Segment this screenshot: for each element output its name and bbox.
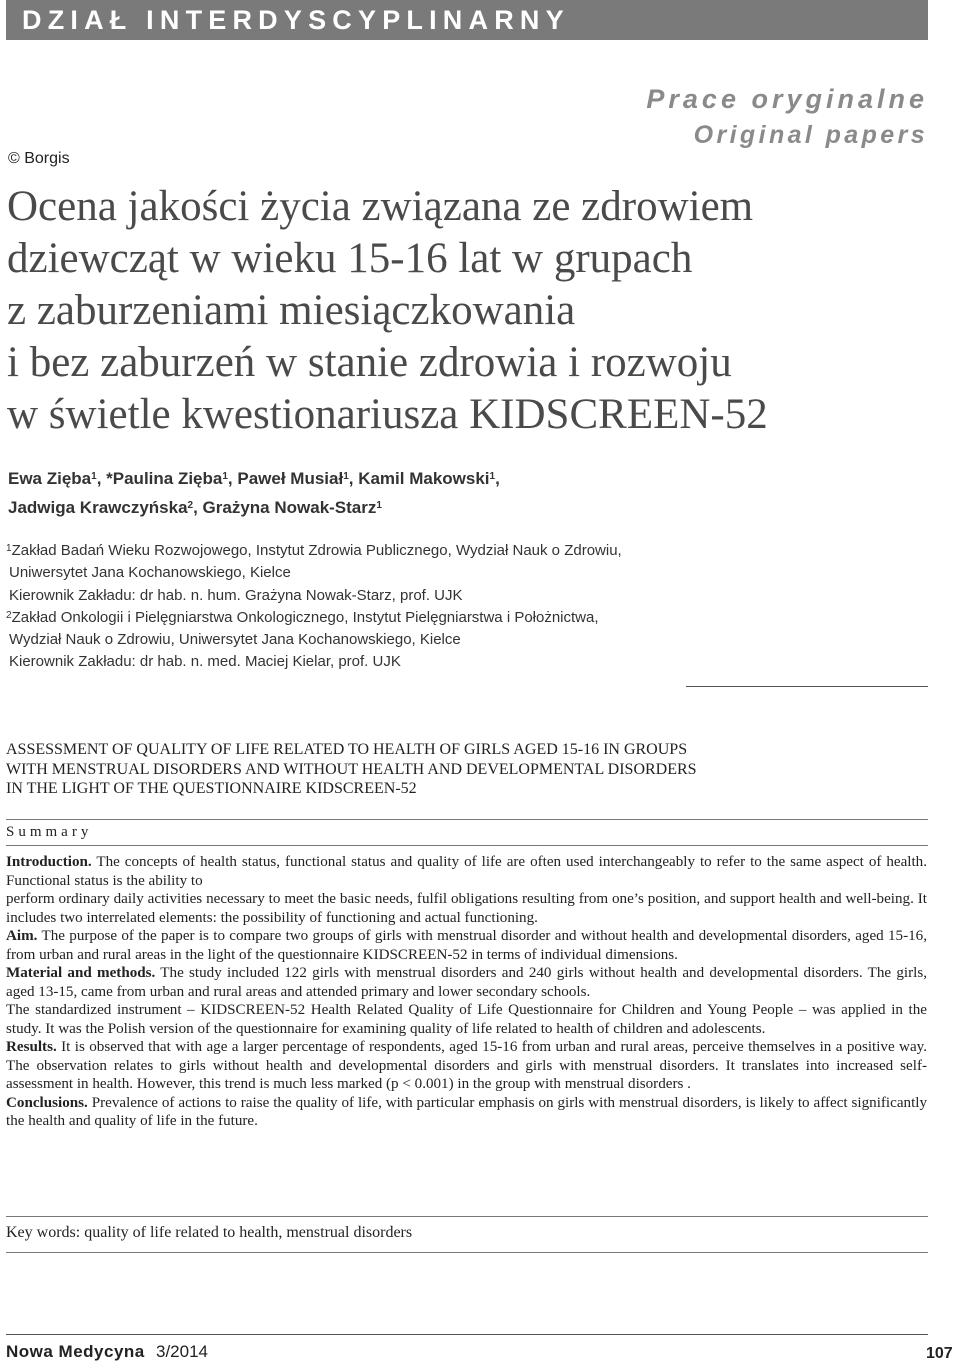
author-line <box>8 464 928 493</box>
author-affil-mark: 1 <box>343 471 349 482</box>
affiliation-text: Zakład Onkologii i Pielęgniarstwa Onkologicznego, Instytut Pielęgniarstwa i Położnictwa, <box>11 608 599 626</box>
title-line: i bez zaburzeń w stanie zdrowia i rozwoju <box>7 339 732 386</box>
abstract-label: Conclusions. <box>6 1094 88 1111</box>
article-title <box>7 181 927 441</box>
abstract-paragraph <box>6 964 927 1001</box>
title-line: w świetle kwestionariusza KIDSCREEN-52 <box>7 391 768 438</box>
journal-issue: 3/2014 <box>156 1342 208 1361</box>
abstract-paragraph <box>6 1094 927 1131</box>
abstract-text: It is observed that with age a larger percentage of respondents, aged 15-16 from urban and rural areas, perceive themselves in a positive way. The observation relates to girls without health and developmental disorders and girls with menstrual disorders. It translates into increased self-assessment in health. However, this trend is much less marked (p < 0.001) in the group with menstrual disorders . <box>6 1039 927 1092</box>
english-title-line: IN THE LIGHT OF THE QUESTIONNAIRE KIDSCREEN-52 <box>6 780 417 797</box>
page-number: 107 <box>926 1345 953 1362</box>
author-affil-mark: 1 <box>91 471 97 482</box>
abstract-text: The purpose of the paper is to compare two groups of girls with menstrual disorder and without health and developmental disorders, aged 15-16, from urban and rural areas in the light of the questionnaire KIDSCREEN-52 in terms of individual dimensions. <box>6 928 927 963</box>
title-line: Ocena jakości życia związana ze zdrowiem <box>7 183 754 230</box>
affiliation-mark: 1 <box>6 543 12 554</box>
summary-heading: Summary <box>6 824 93 840</box>
abstract-paragraph <box>6 1038 927 1094</box>
affiliation-mark: 2 <box>6 609 12 621</box>
author-separator: , <box>495 469 500 488</box>
affiliation-line: Kierownik Zakładu: dr hab. n. hum. Grażyna Nowak-Starz, prof. UJK <box>9 586 463 604</box>
author-affil-mark: 1 <box>376 500 382 511</box>
publisher-label: © Borgis <box>8 150 70 167</box>
author-name: Ewa Zięba <box>8 469 92 488</box>
abstract-label: Introduction. <box>6 854 92 870</box>
title-line: dziewcząt w wieku 15-16 lat w grupach <box>7 235 693 282</box>
divider <box>6 845 928 846</box>
divider <box>686 686 928 687</box>
divider <box>6 819 928 820</box>
author-name: Jadwiga Krawczyńska <box>8 498 188 517</box>
keywords: Key words: quality of life related to health, menstrual disorders <box>6 1224 413 1241</box>
affiliation-line: Uniwersytet Jana Kochanowskiego, Kielce <box>9 564 291 582</box>
affiliation-line <box>6 607 926 629</box>
abstract-label: Results. <box>6 1039 57 1055</box>
article-type-pl: Prace oryginalne <box>646 84 928 114</box>
abstract <box>6 853 927 1131</box>
author-name: , Grażyna Nowak-Starz <box>193 498 377 517</box>
abstract-paragraph: perform ordinary daily activities necessary to meet the basic needs, fulfil obligations resulting from one’s position, and support health and well-being. It includes two interrelated elements: the possibility of functioning and actual functioning. <box>6 891 927 926</box>
affiliation-line: Wydział Nauk o Zdrowiu, Uniwersytet Jana Kochanowskiego, Kielce <box>9 631 461 649</box>
author-name: , Paweł Musiał <box>227 469 344 488</box>
affiliation-line: Kierownik Zakładu: dr hab. n. med. Maciej Kielar, prof. UJK <box>9 653 401 671</box>
abstract-paragraph <box>6 927 927 964</box>
author-list <box>8 464 928 522</box>
article-type-en: Original papers <box>693 121 928 149</box>
english-title-line: ASSESSMENT OF QUALITY OF LIFE RELATED TO HEALTH OF GIRLS AGED 15-16 IN GROUPS <box>6 741 688 758</box>
abstract-paragraph <box>6 853 927 890</box>
english-title-line: WITH MENSTRUAL DISORDERS AND WITHOUT HEALTH AND DEVELOPMENTAL DISORDERS <box>6 760 697 778</box>
divider <box>6 1252 928 1253</box>
author-name: , *Paulina Zięba <box>96 469 223 488</box>
author-affil-mark: 2 <box>187 500 194 511</box>
abstract-text: The concepts of health status, functional status and quality of life are often used interchangeably to refer to the same aspect of health. Functional status is the ability to <box>6 854 927 889</box>
section-title: DZIAŁ INTERDYSCYPLINARNY <box>22 5 570 35</box>
footer-divider <box>6 1334 928 1335</box>
author-affil-mark: 1 <box>222 471 228 482</box>
abstract-label: Material and methods. <box>6 965 156 981</box>
divider <box>6 1216 928 1217</box>
abstract-paragraph: The standardized instrument – KIDSCREEN-52 Health Related Quality of Life Questionnaire for Children and Young People – was applied in the study. It was the Polish version of the questionnaire for examining quality of life related to health of children and adolescents. <box>6 1002 927 1037</box>
title-line: z zaburzeniami miesiączkowania <box>7 287 576 334</box>
author-affil-mark: 1 <box>489 471 496 482</box>
english-title <box>6 740 906 799</box>
affiliation-text: Zakład Badań Wieku Rozwojowego, Instytut Zdrowia Publicznego, Wydział Nauk o Zdrowiu, <box>11 542 622 559</box>
journal-name: Nowa Medycyna <box>6 1342 145 1361</box>
author-name: , Kamil Makowski <box>348 469 490 488</box>
abstract-text: Prevalence of actions to raise the quality of life, with particular emphasis on girls with menstrual disorders, is likely to affect significantly the health and quality of life in the future. <box>6 1094 927 1129</box>
abstract-label: Aim. <box>6 928 38 944</box>
affiliations <box>6 540 926 674</box>
author-line <box>8 493 928 522</box>
abstract-text: The study included 122 girls with menstrual disorders and 240 girls without health and developmental disorders. The girls, aged 13-15, came from urban and rural areas and attended primary and lower secondary schools. <box>6 965 927 1000</box>
affiliation-line <box>6 540 926 562</box>
